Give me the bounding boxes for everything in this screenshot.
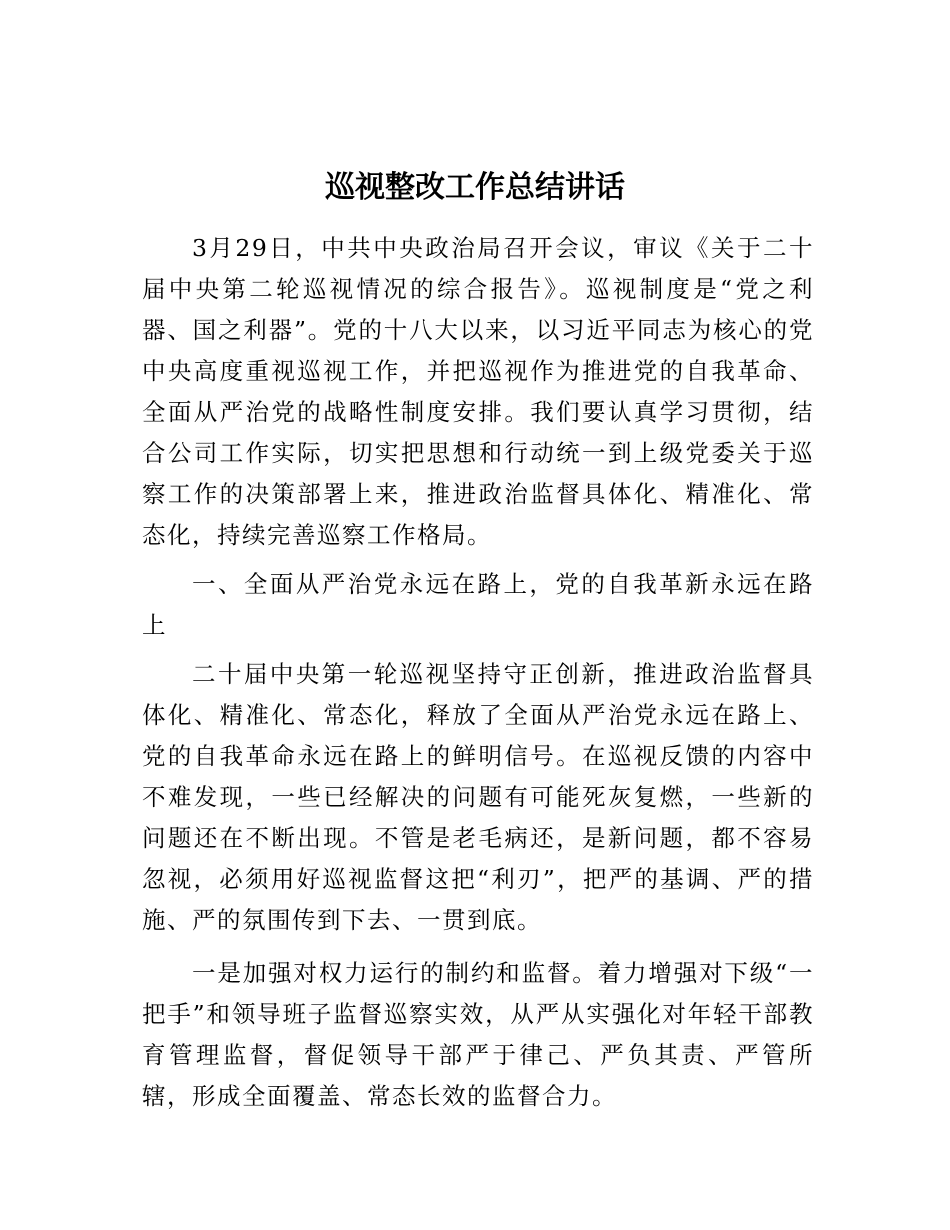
section-heading-1: 一、全面从严治党永远在路上，党的自我革新永远在路上 (142, 570, 814, 639)
paragraph-section-1: 二十届中央第一轮巡视坚持守正创新，推进政治监督具体化、精准化、常态化，释放了全面从严治党永远在路上、党的自我革命永远在路上的鲜明信号。在巡视反馈的内容中不难发现，一些已经解决的问题有可能死灰复燃，一些新的问题还在不断出现。不管是老毛病还，是新问题，都不容易忽视，必须用好巡视监督这把“利刃”，把严的基调、严的措施、严的氛围传到下去、一贯到底。 (142, 660, 814, 934)
document-title: 巡视整改工作总结讲话 (325, 170, 625, 205)
paragraph-point-1: 一是加强对权力运行的制约和监督。着力增强对下级“一把手”和领导班子监督巡察实效，从严从实强化对年轻干部教育管理监督，督促领导干部严于律己、严负其责、严管所辖，形成全面覆盖、常态长效的监督合力。 (142, 959, 814, 1110)
paragraph-intro: 3月29日，中共中央政治局召开会议，审议《关于二十届中央第二轮巡视情况的综合报告》。巡视制度是“党之利器、国之利器”。党的十八大以来，以习近平同志为核心的党中央高度重视巡视工作，并把巡视作为推进党的自我革命、全面从严治党的战略性制度安排。我们要认真学习贯彻，结合公司工作实际，切实把思想和行动统一到上级党委关于巡察工作的决策部署上来，推进政治监督具体化、精准化、常态化，持续完善巡察工作格局。 (142, 234, 814, 549)
document-body (142, 228, 814, 1117)
